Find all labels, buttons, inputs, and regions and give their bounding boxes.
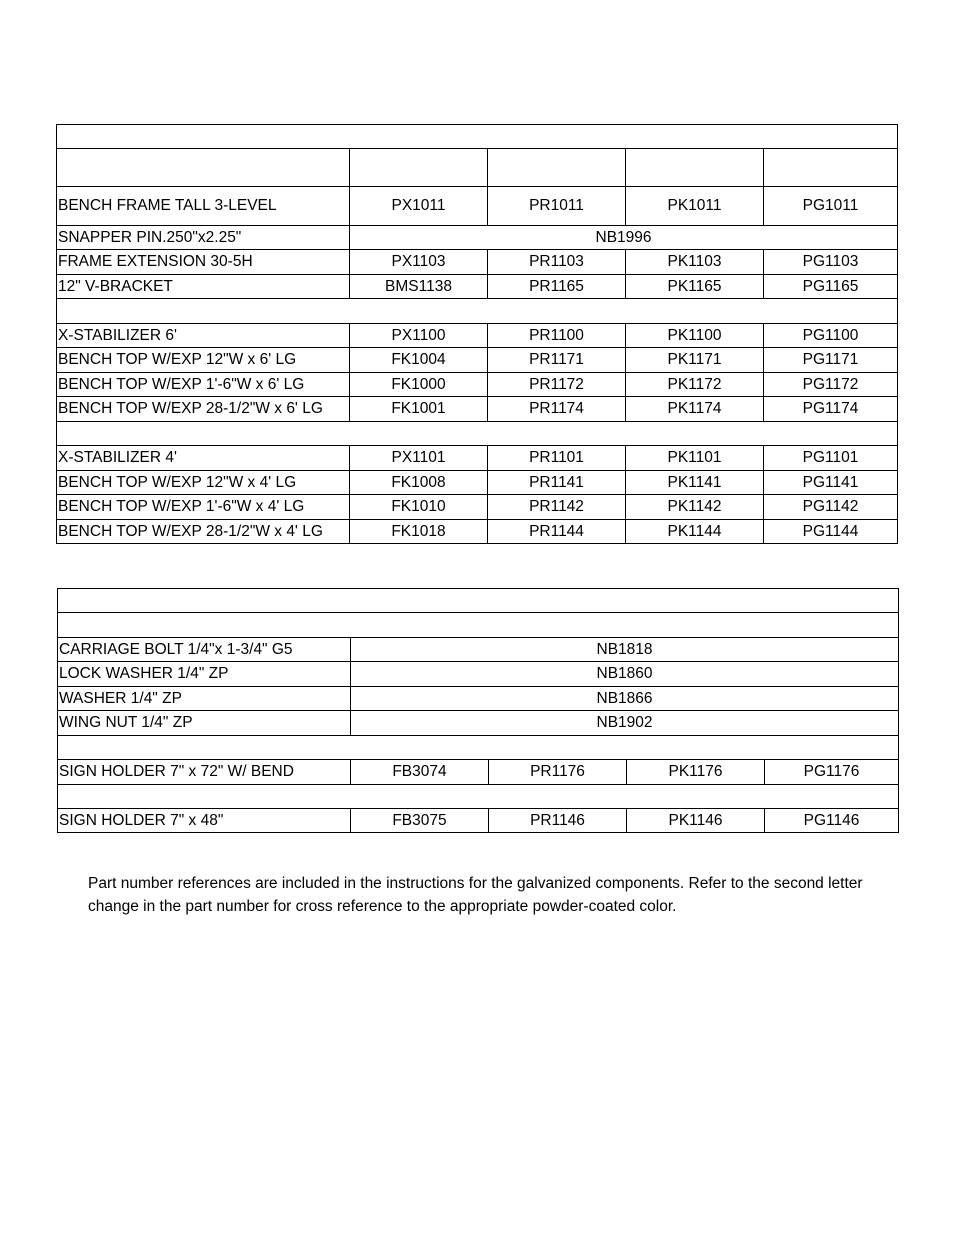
part-number: PR1103	[488, 250, 626, 275]
header-cell	[350, 149, 488, 187]
header-cell	[488, 149, 626, 187]
part-number: BMS1138	[350, 275, 488, 299]
part-number: PG1101	[764, 446, 898, 471]
part-number: NB1860	[351, 662, 899, 687]
part-description: LOCK WASHER 1/4" ZP	[58, 662, 351, 687]
part-description: BENCH TOP W/EXP 12"W x 4' LG	[57, 471, 350, 495]
bench-parts-table	[56, 124, 898, 544]
header-cell	[57, 149, 350, 187]
part-number: PR1174	[488, 397, 626, 422]
part-number: NB1818	[351, 638, 899, 662]
part-description: SNAPPER PIN.250"x2.25"	[57, 226, 350, 250]
part-number: PR1146	[489, 809, 627, 833]
part-number: PK1100	[626, 324, 764, 348]
part-description: SIGN HOLDER 7" x 48"	[58, 809, 351, 833]
table-row	[57, 275, 898, 299]
hardware-parts-table-body	[58, 589, 899, 833]
part-number: FK1008	[350, 471, 488, 495]
table-row	[58, 711, 899, 736]
part-number: PG1011	[764, 187, 898, 226]
part-number: PX1100	[350, 324, 488, 348]
part-number: PG1142	[764, 495, 898, 520]
table-row	[58, 638, 899, 662]
part-description: BENCH TOP W/EXP 1'-6"W x 6' LG	[57, 373, 350, 397]
part-number: PG1165	[764, 275, 898, 299]
part-number: PK1172	[626, 373, 764, 397]
table-row	[57, 250, 898, 275]
table-row	[58, 662, 899, 687]
blank-row	[58, 785, 899, 809]
table-row	[57, 348, 898, 373]
table-row	[57, 373, 898, 397]
part-description: BENCH TOP W/EXP 28-1/2"W x 6' LG	[57, 397, 350, 422]
part-number: PK1142	[626, 495, 764, 520]
part-number: FB3075	[351, 809, 489, 833]
part-number: NB1902	[351, 711, 899, 736]
header-cell	[764, 149, 898, 187]
table-row	[57, 226, 898, 250]
part-description: X-STABILIZER 4'	[57, 446, 350, 471]
part-number: PG1100	[764, 324, 898, 348]
part-number-note: Part number references are included in the instructions for the galvanized components. Refer to the second letter change in the part number for cross reference to the appropriate powder-coated color.	[88, 875, 863, 915]
blank-row	[57, 299, 898, 324]
part-number: PG1174	[764, 397, 898, 422]
part-number: PG1103	[764, 250, 898, 275]
part-number: PR1011	[488, 187, 626, 226]
part-description: WASHER 1/4" ZP	[58, 687, 351, 711]
part-number: FK1004	[350, 348, 488, 373]
part-number: PK1011	[626, 187, 764, 226]
blank-cell	[58, 736, 899, 760]
part-number: PX1011	[350, 187, 488, 226]
blank-row	[57, 422, 898, 446]
table-row	[58, 760, 899, 785]
part-number: PK1165	[626, 275, 764, 299]
part-number: PX1103	[350, 250, 488, 275]
part-number: NB1996	[350, 226, 898, 250]
blank-cell	[58, 785, 899, 809]
part-number: FK1001	[350, 397, 488, 422]
part-number: PR1101	[488, 446, 626, 471]
table-row	[58, 687, 899, 711]
part-description: BENCH TOP W/EXP 1'-6"W x 4' LG	[57, 495, 350, 520]
part-description: 12" V-BRACKET	[57, 275, 350, 299]
part-number: FB3074	[351, 760, 489, 785]
blank-cell	[58, 613, 899, 638]
part-number: PG1172	[764, 373, 898, 397]
part-number: PR1171	[488, 348, 626, 373]
part-number: PR1144	[488, 520, 626, 544]
part-number: PK1144	[626, 520, 764, 544]
part-number: PK1174	[626, 397, 764, 422]
table-row	[57, 471, 898, 495]
part-number: PK1146	[627, 809, 765, 833]
part-description: BENCH FRAME TALL 3-LEVEL	[57, 187, 350, 226]
part-number: PK1103	[626, 250, 764, 275]
blank-cell	[58, 589, 899, 613]
part-description: X-STABILIZER 6'	[57, 324, 350, 348]
part-description: FRAME EXTENSION 30-5H	[57, 250, 350, 275]
part-number: FK1000	[350, 373, 488, 397]
part-number: PG1141	[764, 471, 898, 495]
blank-row	[57, 125, 898, 149]
part-number: PG1144	[764, 520, 898, 544]
part-description: BENCH TOP W/EXP 12"W x 6' LG	[57, 348, 350, 373]
bench-parts-table-body	[57, 125, 898, 544]
part-description: WING NUT 1/4" ZP	[58, 711, 351, 736]
part-number: PR1165	[488, 275, 626, 299]
hardware-parts-table	[57, 588, 899, 833]
table-row	[57, 187, 898, 226]
part-number: FK1018	[350, 520, 488, 544]
blank-row	[58, 613, 899, 638]
blank-row	[58, 736, 899, 760]
part-number: PR1141	[488, 471, 626, 495]
blank-cell	[57, 299, 898, 324]
part-number: PK1141	[626, 471, 764, 495]
table-row	[58, 809, 899, 833]
table-row	[57, 324, 898, 348]
part-number: PG1146	[765, 809, 899, 833]
part-number: PG1171	[764, 348, 898, 373]
blank-row	[57, 149, 898, 187]
part-number: PR1100	[488, 324, 626, 348]
part-number: PG1176	[765, 760, 899, 785]
part-number: PK1176	[627, 760, 765, 785]
part-number: PX1101	[350, 446, 488, 471]
part-number: PR1172	[488, 373, 626, 397]
blank-cell	[57, 125, 898, 149]
table-row	[57, 397, 898, 422]
blank-row	[58, 589, 899, 613]
blank-cell	[57, 422, 898, 446]
table-row	[57, 446, 898, 471]
part-description: BENCH TOP W/EXP 28-1/2"W x 4' LG	[57, 520, 350, 544]
part-number: PR1142	[488, 495, 626, 520]
part-number: PK1101	[626, 446, 764, 471]
part-number: PR1176	[489, 760, 627, 785]
part-description: CARRIAGE BOLT 1/4"x 1-3/4" G5	[58, 638, 351, 662]
table-row	[57, 495, 898, 520]
table-row	[57, 520, 898, 544]
part-number: FK1010	[350, 495, 488, 520]
header-cell	[626, 149, 764, 187]
part-number: PK1171	[626, 348, 764, 373]
part-number: NB1866	[351, 687, 899, 711]
part-description: SIGN HOLDER 7" x 72" W/ BEND	[58, 760, 351, 785]
